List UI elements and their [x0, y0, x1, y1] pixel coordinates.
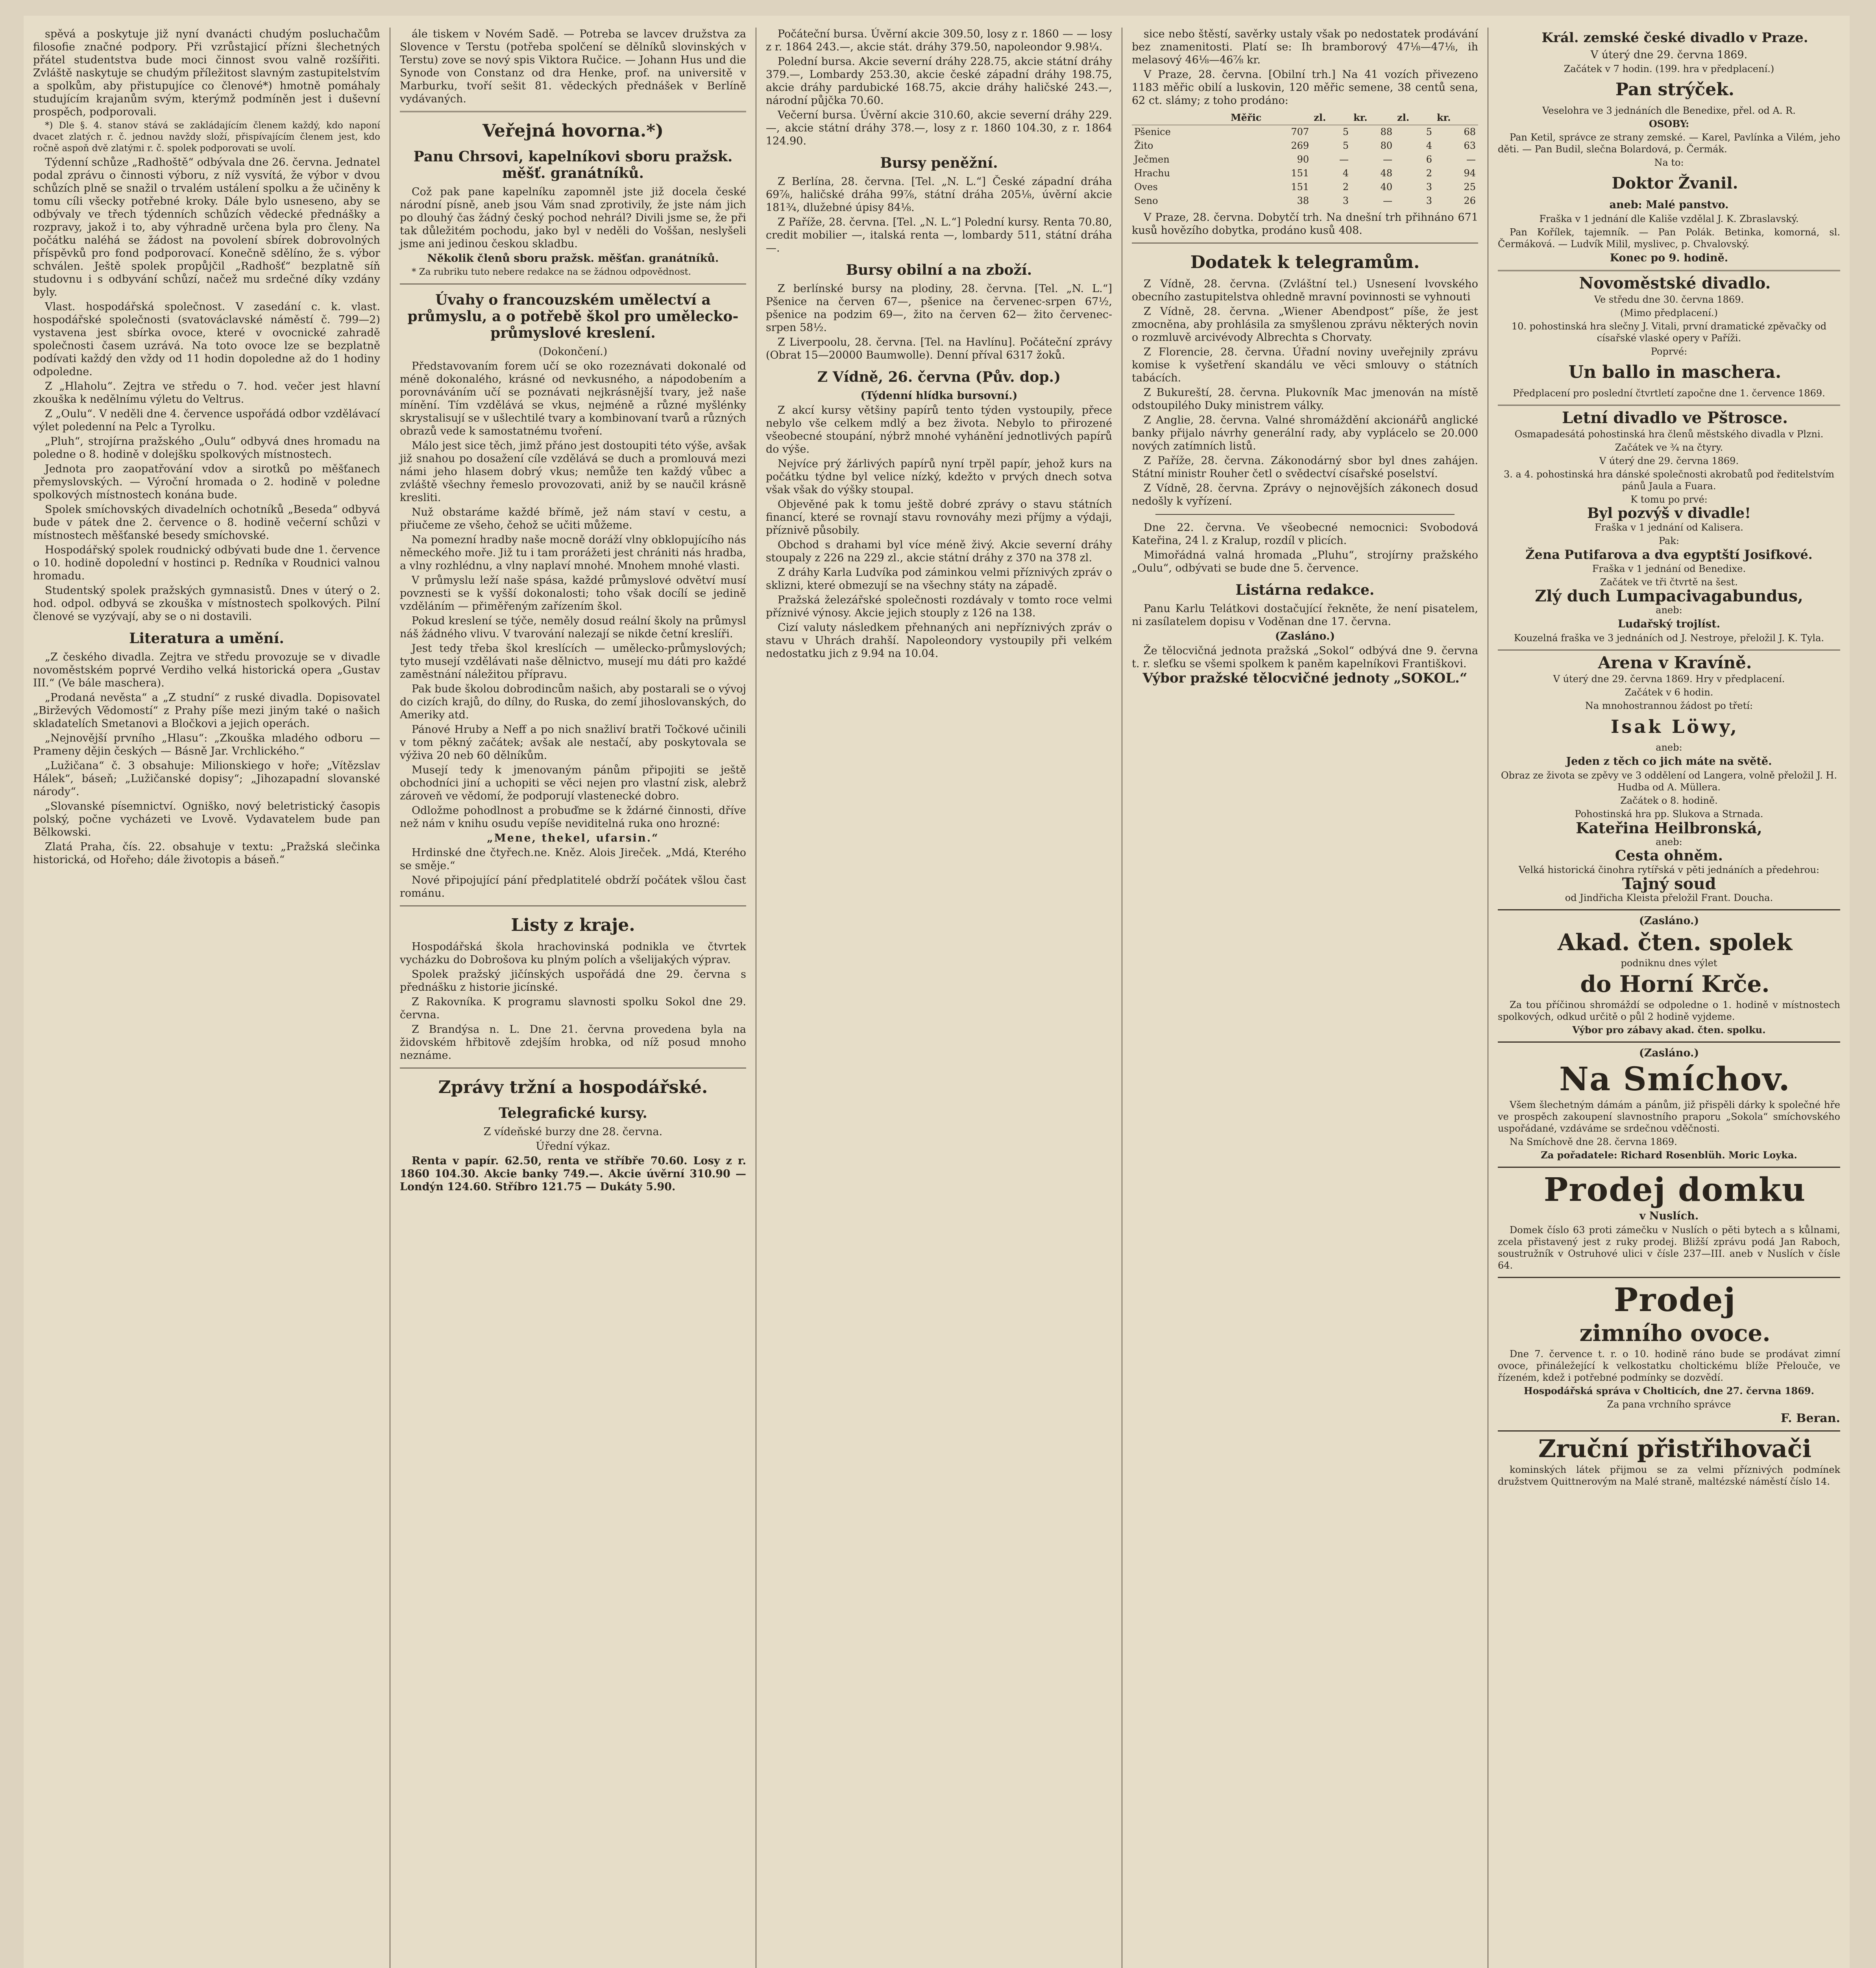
theatre-note: Předplacení pro poslední čtvrtletí započne dne 1. července 1869. [1513, 388, 1825, 399]
ad-label: (Zasláno.) [1639, 915, 1699, 927]
table-row [1132, 125, 1478, 139]
play-pre: Na to: [1654, 157, 1684, 168]
article-quote: „Mene, thekel, ufarsin.“ [487, 832, 659, 844]
column-2 [390, 28, 756, 1968]
article-paragraph: Představovaním forem učí se oko rozeznávati dokonalé od méně dokonalého, krásné od nevkusného, a nápodobením a porovnáváním učí se poznávati nejkrásnější tvary, jež naše mínění. Tím vzdělává se vkus, nejméně a různé myšlénky skrystalisují se v ušlechtilé tvary a kombinovaní tvarů a různých obrazů vede k samostatnému tvoření. [400, 360, 746, 437]
vienna-paragraph: Obchod s drahami byl více méně živý. Akcie severní dráhy stoupaly z 226 na 229 zl., akcie státní dráhy z 370 na 378 zl. [766, 539, 1112, 564]
theatre-title: Novoměstské divadlo. [1579, 274, 1771, 292]
intro-paragraph: spěvá a poskytuje již nyní dvanácti chudým posluchačům filosofie značné podpory. Při vzrůstajicí přízni šlechetných přátel studentstva bude moci činnost svou valně rozšířiti. Zvláště naskytuje se chudým příležitost slavným zastupitelstvím a spolkům, aby přistupujíce co členové*) hmotně pomáhaly studujícím krajanům svým, kterýmž podmíněn jest i duševní prospěch, podporovali. [33, 28, 380, 118]
column-3 [756, 28, 1122, 1968]
deaths: Dne 22. června. Ve všeobecné nemocnici: Svobodová Kateřina, 24 l. z Kralup, rozdíl v plicích. [1132, 522, 1478, 547]
telegraph-sub: Z vídeňské burzy dne 28. června. [483, 1126, 663, 1138]
ad-domek [1498, 1167, 1840, 1271]
news-pluh: „Pluh“, strojírna pražského „Oulu“ odbyvá dnes hromadu na poledne o 8. hodině v dolejšku spolkových místnostech. [33, 435, 380, 461]
news-stud: Studentský spolek pražských gymnasistů. Dnes v úterý o 2. hod. odpol. odbyvá se zkouška v místnostech spolkových. Pilní členové se vyzývají, aby se o ni dostavili. [33, 584, 380, 623]
table-cell: 269 [1291, 140, 1309, 151]
ad-body: kominských látek přijmou se za velmi příznivých podmínek družstvem Quittnerovým na Malé straně, maltézské náměstí číslo 14. [1498, 1464, 1840, 1487]
listy-item: Spolek pražský jičínských uspořádá dne 29. června s přednášku z historie jicínské. [400, 968, 746, 993]
hovorna-note: * Za rubriku tuto nebere redakce na se žádnou odpovědnost. [412, 267, 691, 277]
vienna-heading: Z Vídně, 26. června (Pův. dop.) [817, 369, 1061, 385]
theatre-date: Ve středu dne 30. června 1869. [1594, 294, 1744, 305]
ad-title: Zruční přistřihovači [1538, 1434, 1812, 1463]
divider [1132, 242, 1478, 244]
table-cell: — [1466, 154, 1476, 165]
news-beseda: Spolek smíchovských divadelních ochotníků „Beseda“ odbyvá bude v pátek dne 2. července o 8. hodině večerní schůzi v místnostech měšťanské besedy smíchovské. [33, 503, 380, 542]
play-title: Tajný soud [1622, 875, 1716, 893]
vienna-paragraph: Nejvíce prý žárlivých papírů nyní trpěl papír, jehož kurs na počátku týdne byl velice nízký, kdežto v prvých dnech sotva však však do výšky stoupal. [766, 458, 1112, 496]
play-pre: Poprvé: [1651, 346, 1687, 357]
ad-body: Domek číslo 63 proti zámečku v Nuslích o pěti bytech a s kůlnami, zcela přistavený jest z ruky prodej. Bližší zprávu podá Jan Raboch, soustružník v Ostruhové ulici v čísle 237—III. aneb v Nuslích v čísle 64. [1498, 1224, 1840, 1271]
telegram-item: Z Florencie, 28. června. Úřadní noviny uveřejnily zprávu komise k vyšetření skandálu ve věci smlouvy o státních tabácích. [1132, 346, 1478, 384]
table-header-cell [1132, 110, 1228, 125]
grain-liverpool: Z Liverpoolu, 28. června. [Tel. na Havlínu]. Počáteční zprávy (Obrat 15—20000 Baumwolle). Denní příval 6317 žoků. [766, 336, 1112, 361]
news-hosp: Hospodářský spolek roudnický odbývati bude dne 1. července o 10. hodině dopolední v hostinci p. Redníka v Roudnici valnou hromadu. [33, 544, 380, 582]
table-cell: 2 [1342, 181, 1349, 192]
cattle-market: V Praze, 28. června. Dobytčí trh. Na dnešní trh přihnáno 671 kusů hovězího dobytka, prodáno kusů 408. [1132, 211, 1478, 237]
table-cell: — [1383, 154, 1393, 165]
theatre-date: V úterý dne 29. června 1869. Hry v předplacení. [1553, 673, 1785, 684]
table-header-cell: Měřic [1228, 110, 1311, 125]
telegraph-heading: Telegrafické kursy. [499, 1105, 647, 1121]
table-cell: 48 [1380, 168, 1393, 179]
theatre-title: Letní divadlo ve Pštrosce. [1562, 409, 1788, 427]
play-alt-title: Jeden z těch co jich máte na světě. [1566, 755, 1772, 768]
table-cell: 40 [1380, 181, 1393, 192]
divider [1498, 649, 1840, 651]
intro-paragraph: ále tiskem v Novém Sadě. — Potreba se lavcev družstva za Slovence v Terstu (potřeba spolčení se dělníků slovinských v Terstu) zove se nový spis Viktora Ručice. — Johann Hus und die Synode von Constanz od dra Henke, prof. na universitě v Marburku, tvoří sešit 81. vědeckých přednášek v Berlíně vydávaných. [400, 28, 746, 105]
table-row [1132, 166, 1478, 180]
bourse-berlin: Z Berlína, 28. června. [Tel. „N. L.“] České západní dráha 69⅞, haličské dráha 99⅞, státní dráha 205⅛, úvěrní akcie 181¾, dlužebné úpisy 84⅛. [766, 176, 1112, 214]
grain-price-table [1132, 110, 1478, 208]
table-row [1132, 194, 1478, 208]
news-oul: Z „Oulu“. V neděli dne 4. července uspořádá odbor vzdělávací výlet poledenní na Pelc a Tyrolku. [33, 408, 380, 433]
article-paragraph: Pokud kreslení se týče, neměly dosud reální školy na průmysl náš žádného vlivu. V tvarování nalezají se nikde četní kreslíři. [400, 615, 746, 640]
play-desc: od Jindřicha Kleista přeložil Frant. Doucha. [1565, 892, 1773, 903]
play-desc: Fraška v 1 jednání od Benedixe. [1592, 563, 1746, 574]
play-alt-title: Cesta ohněm. [1615, 847, 1723, 864]
theatre-date: V úterý dne 29. června 1869. [1590, 49, 1748, 61]
listy-item: Z Rakovníka. K programu slavnosti spolku Sokol dne 29. června. [400, 996, 746, 1021]
zaslano-label: (Zasláno.) [1275, 630, 1335, 642]
ad-date: Na Smíchově dne 28. června 1869. [1510, 1136, 1677, 1147]
table-cell: 6 [1426, 154, 1432, 165]
divider [400, 111, 746, 112]
listy-item: Hospodářská škola hrachovinská podnikla ve čtvrtek vycházku do Dobrošova ku plným polích a všelijakých výprav. [400, 941, 746, 966]
theatre-start: Začátek ve ¾ na čtyry. [1615, 442, 1723, 453]
theatre-start: Začátek v 6 hodin. [1625, 687, 1713, 698]
play-desc: Obraz ze života se zpěvy ve 3 oddělení od Langera, volně přeložil J. H. Hudba od A. Müllera. [1501, 770, 1837, 793]
ad-body: Za tou příčinou shromáždí se odpoledne o 1. hodině v místnostech spolkových, odkud určitě o půl 2 hodině vyjdeme. [1498, 999, 1840, 1022]
theatre-title: Arena v Kravíně. [1598, 653, 1752, 672]
vienna-paragraph: Objevěné pak k tomu ještě dobré zprávy o stavu státních financí, které se rovnají stavu rovnováhy mezi příjmy a výdaji, příznivě působily. [766, 498, 1112, 536]
ad-signature: Za pořadatele: Richard Rosenblüh. Moric Loyka. [1541, 1149, 1797, 1161]
article-paragraph: Odložme pohodlnost a probuďme se k ždárné činnosti, dříve než nám v knihu osudu vepíše neviditelná ruka ono hrozné: [400, 805, 746, 830]
divider [400, 1067, 746, 1069]
lit-item: „Z českého divadla. Zejtra ve středu provozuje se v divadle novoměstském poprvé Verdiho velká historická opera „Gustav III.“ (Ve bále maschera). [33, 651, 380, 689]
literature-heading: Literatura a umění. [129, 630, 284, 647]
article-heading: Úvahy o francouzském umělectví a průmyslu, a o potřebě škol pro umělecko-průmyslové kreslení. [407, 292, 739, 341]
ad-title: Prodej [1614, 1281, 1736, 1319]
lit-item: „Prodaná nevěsta“ a „Z studní“ z ruské divadla. Dopisovatel „Birževých Vědomostí“ z Prahy píše mezi jiným také o našich skladatelích Smetanovi a Bločkovi a jejich operách. [33, 692, 380, 730]
table-cell: — [1339, 154, 1349, 165]
divider [1498, 270, 1840, 271]
table-cell: 88 [1380, 126, 1393, 137]
cast-list: Pan Ketil, správce ze strany zemské. — Karel, Pavlínka a Vilém, jeho děti. — Pan Budil, slečna Bolardová, p. Čermák. [1498, 132, 1840, 155]
telegram-item: Z Paříže, 28. června. Zákonodárný sbor byl dnes zahájen. Státní ministr Rouher četl o svědectví císařské poselství. [1132, 455, 1478, 480]
table-cell: 63 [1464, 140, 1476, 151]
ad-body: Dne 7. července t. r. o 10. hodině ráno bude se prodávat zimní ovoce, přináležející k velkostatku choltickému blíže Přelouče, ve řízeném, kdež i potřebné podmínky se dozvědí. [1498, 1348, 1840, 1383]
article-paragraph: Málo jest sice těch, jimž přáno jest dostoupiti této výše, avšak již snahou po dosažení cíle vzdělává se duch a promlouvá mezi námi jeho hlasem dobrý vkus; nemůže ten každý vůbec a zvláště všechny řemeslo provozovati, aniž by se naučil krásně kresliti. [400, 440, 746, 504]
money-bourses-heading: Bursy peněžní. [880, 155, 998, 171]
ad-title: Prodej domku [1543, 1171, 1806, 1209]
article-paragraph: Pánové Hruby a Neff a po nich snažliví bratři Točkové učinili v tom pěkný začátek; avšak ale nestačí, aby poskytovala se výživa 20 neb 60 dělníkům. [400, 723, 746, 762]
grain-bourses-heading: Bursy obilní a na zboží. [846, 262, 1032, 278]
cast-list: Pan Kořílek, tajemník. — Pan Polák. Betinka, komorná, sl. Čermáková. — Ludvík Milil, myslivec, p. Chvalovský. [1498, 227, 1840, 250]
article-paragraph: V průmyslu leží naše spása, každé průmyslové odvětví musí povznesti se k vyšší dokonalosti; toho však docílí se jedině vzděláním — přiměřeným zařízením škol. [400, 574, 746, 612]
vienna-paragraph: Z akcí kursy většiny papírů tento týden vystoupily, přece nebylo vše celkem mdlý a bez života. Nebylo to přirozené všeobecné stoupání, nýbrž mnohé vyhánění jednotlivých papírů do výše. [766, 404, 1112, 455]
sokol-signature: Výbor pražské tělocvičné jednoty „SOKOL.“ [1142, 670, 1468, 686]
ad-title: zimního ovoce. [1579, 1320, 1771, 1347]
theatre-date: V úterý dne 29. června 1869. [1599, 455, 1739, 466]
table-cell: 38 [1297, 195, 1309, 206]
play-alt: aneb: [1656, 605, 1682, 616]
official-label: Úřední výkaz. [536, 1140, 610, 1152]
divider [400, 905, 746, 906]
table-cell: Oves [1134, 181, 1158, 192]
ad-smichov [1498, 1041, 1840, 1161]
play-desc: 10. pohostinská hra slečny J. Vitali, první dramatické zpěvačky od císařské vlaské opery v Paříži. [1511, 321, 1827, 344]
telegram-heading: Dodatek k telegramům. [1190, 252, 1420, 272]
table-cell: 4 [1426, 140, 1432, 151]
rates: Renta v papír. 62.50, renta ve stříbře 70.60. Losy z r. 1860 104.30. Akcie banky 749.—. Akcie úvěrní 310.90 — Londýn 124.60. Stříbro 121.75 — Dukáty 5.90. [400, 1155, 746, 1193]
article-paragraph: Jest tedy třeba škol kreslících — umělecko-průmyslových; tyto musejí vzdělávati naše dělnictvo, musejí mu dáti pro každé zaměstnání náležitou přípravu. [400, 642, 746, 681]
listy-heading: Listy z kraje. [511, 915, 635, 935]
news-jednota: Jednota pro zaopatřování vdov a sirotků po měšťanech přemyslovských. — Výroční hromada o 2. hodině v poledne spolkových místnostech konána bude. [33, 463, 380, 501]
listy-item: Z Brandýsa n. L. Dne 21. června provedena byla na židovském hřbitově zdejším hrobka, od níž posud mnoho neznáme. [400, 1023, 746, 1062]
table-row [1132, 180, 1478, 194]
table-header-cell: zl. [1395, 110, 1434, 125]
bourse-opening: Počáteční bursa. Úvěrní akcie 309.50, losy z r. 1860 — — losy z r. 1864 243.—, akcie stát. dráhy 379.50, napoleondor 9.98¼. [766, 28, 1112, 53]
play-title: Doktor Žvanil. [1612, 174, 1738, 192]
bourse-paris: Z Paříže, 28. června. [Tel. „N. L.“] Polední kursy. Renta 70.80, credit mobilier —, italská renta —, lombardy 511, státní dráha —. [766, 216, 1112, 254]
ad-sub: v Nuslích. [1639, 1210, 1699, 1222]
chrs-heading: Panu Chrsovi, kapelníkovi sboru pražsk. měšť. granátníků. [413, 148, 733, 181]
table-cell: 3 [1342, 195, 1349, 206]
table-cell: Seno [1134, 195, 1158, 206]
ad-akad [1498, 909, 1840, 1036]
article-paragraph: Nuž obstaráme každé břímě, jež nám staví v cestu, a přiučeme ze všeho, čehož se učiti můžeme. [400, 506, 746, 531]
news-vlast: Vlast. hospodářská společnost. V zasedání c. k. vlast. hospodářské společnosti (svatováclavské náměstí č. 799—2) vystavena jest sbírka ovoce, které v ovocnické zahradě společnosti časem uzrává. Na toto ovoce lze se bezplatně podívati každý den vždy od 11 hodin dopoledne až do 1 hodiny odpoledne. [33, 301, 380, 378]
meeting: Mimořádná valná hromada „Pluhu“, strojírny pražského „Oulu“, odbývati se bude dne 5. července. [1132, 549, 1478, 574]
play-desc: 3. a 4. pohostinská hra dánské společnosti akrobatů pod ředitelstvím pánů Jaula a Fuara. [1503, 469, 1835, 492]
column-4 [1122, 28, 1488, 1968]
divider [1498, 405, 1840, 406]
vienna-paragraph: Z dráhy Karla Ludvíka pod záminkou velmi příznivých zpráv o sklizni, které obmezují se na všechny státy na západě. [766, 566, 1112, 592]
vienna-paragraph: Pražská železářské společnosti rozdávaly v tomto roce velmi příznivé výnosy. Akcie jejich stouply z 126 na 138. [766, 594, 1112, 619]
table-cell: 707 [1291, 126, 1309, 137]
article-paragraph: Na pomezní hradby naše mocně doráží vlny obklopujícího nás německého moře. Již tu i tam prorážeti jest chrániti nás hradba, a vlny rozhlédnu, a vlny naplaví mnohé. Mnohem mnohé vlasti. [400, 534, 746, 572]
table-cell: Pšenice [1134, 126, 1171, 137]
table-cell: 2 [1426, 168, 1432, 179]
divider [400, 283, 746, 285]
theatre-sub: (Mimo předplacení.) [1620, 307, 1718, 318]
listarna-body: Panu Karlu Telátkovi dostačující řekněte, že není pisatelem, ni zasílatelem dopisu v Voděnan dne 17. června. [1132, 603, 1478, 628]
ad-signature: F. Beran. [1780, 1411, 1840, 1425]
bourse-noon: Polední bursa. Akcie severní dráhy 228.75, akcie státní dráhy 379.—, Lombardy 253.30, akcie české západní dráhy 198.75, akcie dráhy pardubické 168.75, akcie dráhy haličské 243.—, národní půjčka 70.60. [766, 55, 1112, 107]
ad-title: Na Smíchov. [1559, 1060, 1791, 1098]
chrs-body: Což pak pane kapelníku zapomněl jste již docela české národní písně, aneb jsou Vám snad zprotivily, že jste nám jich po dlouhý čas žádný český pochod nehrál? Divili jsme se, že při tak důležitém pochodu, jako byl v neděli do Voššan, neslyšeli jsme ani jedinou českou skladbu. [400, 186, 746, 250]
table-cell: 25 [1464, 181, 1476, 192]
ad-ovoce [1498, 1277, 1840, 1425]
table-row [1132, 139, 1478, 153]
table-cell: 90 [1297, 154, 1309, 165]
lit-item: Zlatá Praha, čís. 22. obsahuje v textu: „Pražská slečinka historická, od Hořeho; dále životopis a báseň.“ [33, 841, 380, 866]
theatre-start: Začátek ve tři čtvrtě na šest. [1600, 577, 1738, 588]
ad-sub: podniknu dnes výlet [1621, 958, 1717, 969]
table-cell: — [1383, 195, 1393, 206]
play-desc: Fraška v 1 jednání dle Kališe vzdělal J. K. Zbraslavský. [1539, 213, 1799, 224]
telegram-item: Z Vídně, 28. června. (Zvláštní tel.) Usnesení lvovského obecního zastupitelstva ohledně mravní povinnosti se vyhnouti [1132, 278, 1478, 303]
play-end: Konec po 9. hodině. [1610, 252, 1728, 264]
play-title: Pan strýček. [1615, 80, 1735, 100]
table-cell: Žito [1134, 140, 1153, 151]
table-cell: 151 [1291, 181, 1309, 192]
play-alt: aneb: [1656, 742, 1682, 753]
table-cell: 26 [1464, 195, 1476, 206]
ad-sig-pre: Za pana vrchního správce [1607, 1399, 1731, 1410]
table-cell: 151 [1291, 168, 1309, 179]
zaslano-body: Že tělocvičná jednota pražská „Sokol“ odbývá dne 9. června t. r. sleťku se všemi spolkem k paněm kapelníkovi Františkovi. [1132, 645, 1478, 670]
play-desc: Velká historická činohra rytířská v pěti jednáních a předehrou: [1518, 864, 1820, 875]
grain-market: V Praze, 28. června. [Obilní trh.] Na 41 vozích přivezeno 1183 měřic obilí a luskovin, 120 měřic semene, 38 centů sena, 62 ct. slámy; z toho prodáno: [1132, 68, 1478, 107]
play-title: Byl pozvýš v divadle! [1587, 505, 1751, 522]
play-alt: aneb: [1656, 836, 1682, 847]
table-header-cell: zl. [1311, 110, 1351, 125]
table-cell: 3 [1426, 195, 1432, 206]
vienna-paragraph: Cizí valuty následkem přehnaných ani nepříznivých zpráv o stavu v Uhrách drahší. Napoleondory vystoupily při velkém nedostatku jich z 9.94 na 10.04. [766, 621, 1112, 660]
table-header-cell: kr. [1351, 110, 1395, 125]
theatre-start: Začátek v 7 hodin. (199. hra v předplacení.) [1564, 63, 1774, 74]
column-1 [24, 28, 390, 1968]
play-alt-title: Ludařský trojlíst. [1617, 618, 1721, 630]
play-title: Un ballo in maschera. [1568, 362, 1782, 382]
article-paragraph: Hrdinské dne čtyřech.ne. Kněz. Alois Jireček. „Mdá, Kterého se směje.“ [400, 847, 746, 872]
table-cell: Hrachu [1134, 168, 1170, 179]
play-desc: Osmapadesátá pohostinská hra členů městského divadla v Plzni. [1514, 429, 1824, 440]
lit-item: „Slovanské písemnictví. Ogniško, nový beletristický časopis polský, počne vycházeti ve Lvově. Vydavatelem bude pan Bělkowski. [33, 800, 380, 838]
table-cell: 68 [1464, 126, 1476, 137]
play-pre: Pak: [1658, 535, 1679, 546]
market-heading: Zprávy tržní a hospodářské. [438, 1077, 708, 1097]
ad-signature: Výbor pro zábavy akad. čten. spolku. [1572, 1024, 1766, 1036]
play-title: Kateřina Heilbronská, [1576, 819, 1762, 837]
news-hlahol: Z „Hlaholu“. Zejtra ve středu o 7. hod. večer jest hlavní zkouška k nedělnímu výletu do Veltrus. [33, 380, 380, 405]
play-alt: aneb: Malé panstvo. [1609, 199, 1729, 211]
lit-item: „Nejnovější prvního „Hlasu“: „Zkouška mladého odboru — Prameny dějin českých — Básně Jar. Vrchlického.“ [33, 732, 380, 757]
telegram-item: Z Anglie, 28. června. Valné shromáždění akcionářů anglické banky přijalo návrhy generální rady, aby vyplácelo se 20.000 nových zatímních listů. [1132, 414, 1478, 452]
play-title: Zlý duch Lumpacivagabundus, [1535, 587, 1803, 605]
telegram-item: Z Bukureští, 28. června. Plukovník Mac jmenován na místě odstoupilého Duky ministrem války. [1132, 387, 1478, 412]
lit-item: „Lužičana“ č. 3 obsahuje: Milionskiego v hoře; „Vítězslav Hálek“, báseň; „Lužičanské dopisy“; „Jihozapadní slovanské národy“. [33, 760, 380, 798]
play-pre: K tomu po prvé: [1630, 494, 1708, 505]
article-paragraph: Pak bude školou dobrodincům našich, aby postarali se o vývoj do cizích krajů, do dílny, do Ruska, do zemí jihoslovanských, do Ameriky atd. [400, 683, 746, 721]
intro-paragraph: sice nebo štěstí, savěrky ustaly však po nedostatek prodávání bez znamenitosti. Platí se: Ih bramborový 47⅛—47⅛, ih melasový 46⅛—46⅞ kr. [1132, 28, 1478, 66]
footnote: *) Dle §. 4. stanov stává se zakládajícím členem každý, kdo naponí dvacet zlatých r. č. jednou navždy složí, přispívajícím členem jest, kdo ročně aspoň dvě zlatými r. č. spolek podporovati se uvolí. [33, 120, 380, 154]
ad-pristrihovaci [1498, 1430, 1840, 1487]
table-cell: 80 [1380, 140, 1393, 151]
ad-label: (Zasláno.) [1639, 1047, 1699, 1059]
play-desc: Veselohra ve 3 jednáních dle Benedixe, přel. od A. R. [1542, 105, 1796, 116]
play-desc: Kouzelná fraška ve 3 jednáních od J. Nestroye, přeložil J. K. Tyla. [1514, 633, 1824, 644]
table-cell: Ječmen [1134, 154, 1170, 165]
table-cell: 5 [1426, 126, 1432, 137]
ad-title: do Horní Krče. [1580, 971, 1770, 997]
ad-body: Všem šlechetným dámám a pánům, již přispěli dárky k společné hře ve prospěch zakoupení slavnostního praporu „Sokola“ smíchovského uspořádané, vzdáváme se srdečnou vděčnosti. [1498, 1099, 1840, 1134]
table-cell: 5 [1342, 126, 1349, 137]
telegram-item: Z Vídně, 28. června. „Wiener Abendpost“ píše, že jest zmocněna, aby prohlásila za smyšlenou zprávu některých novin o rozmluvě arcivévody Albrechta s Chorvaty. [1132, 305, 1478, 344]
play-title: Žena Putifarova a dva egyptští Josifkové. [1525, 547, 1813, 562]
article-subtitle: (Dokončení.) [538, 346, 608, 358]
table-row [1132, 153, 1478, 166]
table-cell: 94 [1464, 168, 1476, 179]
article-paragraph: Nové připojující pání předplatitelé obdrží počátek všlou čast románu. [400, 874, 746, 899]
play-desc: Pohostinská hra pp. Slukova a Strnada. [1575, 808, 1763, 819]
article-paragraph: Musejí tedy k jmenovaným pánům připojiti se ještě obchodníci jiní a uchopiti se věci nejen pro vlastní zisk, alebrž zároveň ve vědomí, že podporují vlastenecké dobro. [400, 764, 746, 802]
telegram-item: Z Vídně, 28. června. Zprávy o nejnovějších zákonech dosud nedošly k vyřízení. [1132, 482, 1478, 507]
hovorna-heading: Veřejná hovorna.*) [482, 121, 664, 141]
theatre-start: Začátek o 8. hodině. [1620, 795, 1718, 806]
table-header-cell: kr. [1434, 110, 1478, 125]
divider [1155, 514, 1455, 515]
grain-berlin: Z berlínské bursy na plodiny, 28. června. [Tel. „N. L.“] Pšenice na červen 67—, pšenice na červenec-srpen 67½, pšenice na podzim 69—, žito na červen 62— žito červenec-srpen 58½. [766, 283, 1112, 334]
table-cell: 5 [1342, 140, 1349, 151]
column-5 [1488, 28, 1850, 1968]
newspaper-page [24, 16, 1850, 1968]
vienna-sub: (Týdenní hlídka bursovní.) [860, 390, 1018, 402]
ad-sub: Hospodářská správa v Cholticích, dne 27. června 1869. [1524, 1385, 1814, 1396]
chrs-signature: Několik členů sboru pražsk. měšťan. granátníků. [427, 252, 719, 264]
bourse-evening: Večerní bursa. Úvěrní akcie 310.60, akcie severní dráhy 229.—, akcie státní dráhy 378.—, losy z r. 1860 104.30, z r. 1864 124.90. [766, 109, 1112, 147]
table-cell: 3 [1426, 181, 1432, 192]
news-radhost: Týdenní schůze „Radhoště“ odbývala dne 26. června. Jednatel podal zprávu o činnosti výboru, z níž vysvítá, že výbor v dvou schůzích plně se snažil o trvalém ustálení spolku a že učiněny k tomu cíli všecky potřebné kroky. Dále bylo usneseno, aby se odbývaly ve třech týdenních schůzích vědecké přednášky a rozpravy, jakož i to, aby výhradně určena byla pro členy. Na počátku naléhá se žádost na povolení sbírek dobrovolných příspěvků pro fond podporovací. Konečně sdělíno, že s. výbor schválen. Ještě spolek propůjčil „Radhošť“ bezplatně síň studovnu i s odbyvání schůzí, načež mu srdečné díky vzdány byly. [33, 156, 380, 298]
play-title: Isak Löwy, [1610, 716, 1739, 737]
cast-label: OSOBY: [1649, 118, 1689, 129]
ad-title: Akad. čten. spolek [1557, 929, 1793, 956]
listarna-heading: Listárna redakce. [1235, 582, 1375, 598]
play-desc: Fraška v 1 jednání od Kalisera. [1595, 522, 1743, 533]
theatre-title: Král. zemské české divadlo v Praze. [1541, 30, 1808, 46]
table-cell: 4 [1342, 168, 1349, 179]
play-desc: Na mnohostrannou žádost po třetí: [1585, 700, 1753, 711]
